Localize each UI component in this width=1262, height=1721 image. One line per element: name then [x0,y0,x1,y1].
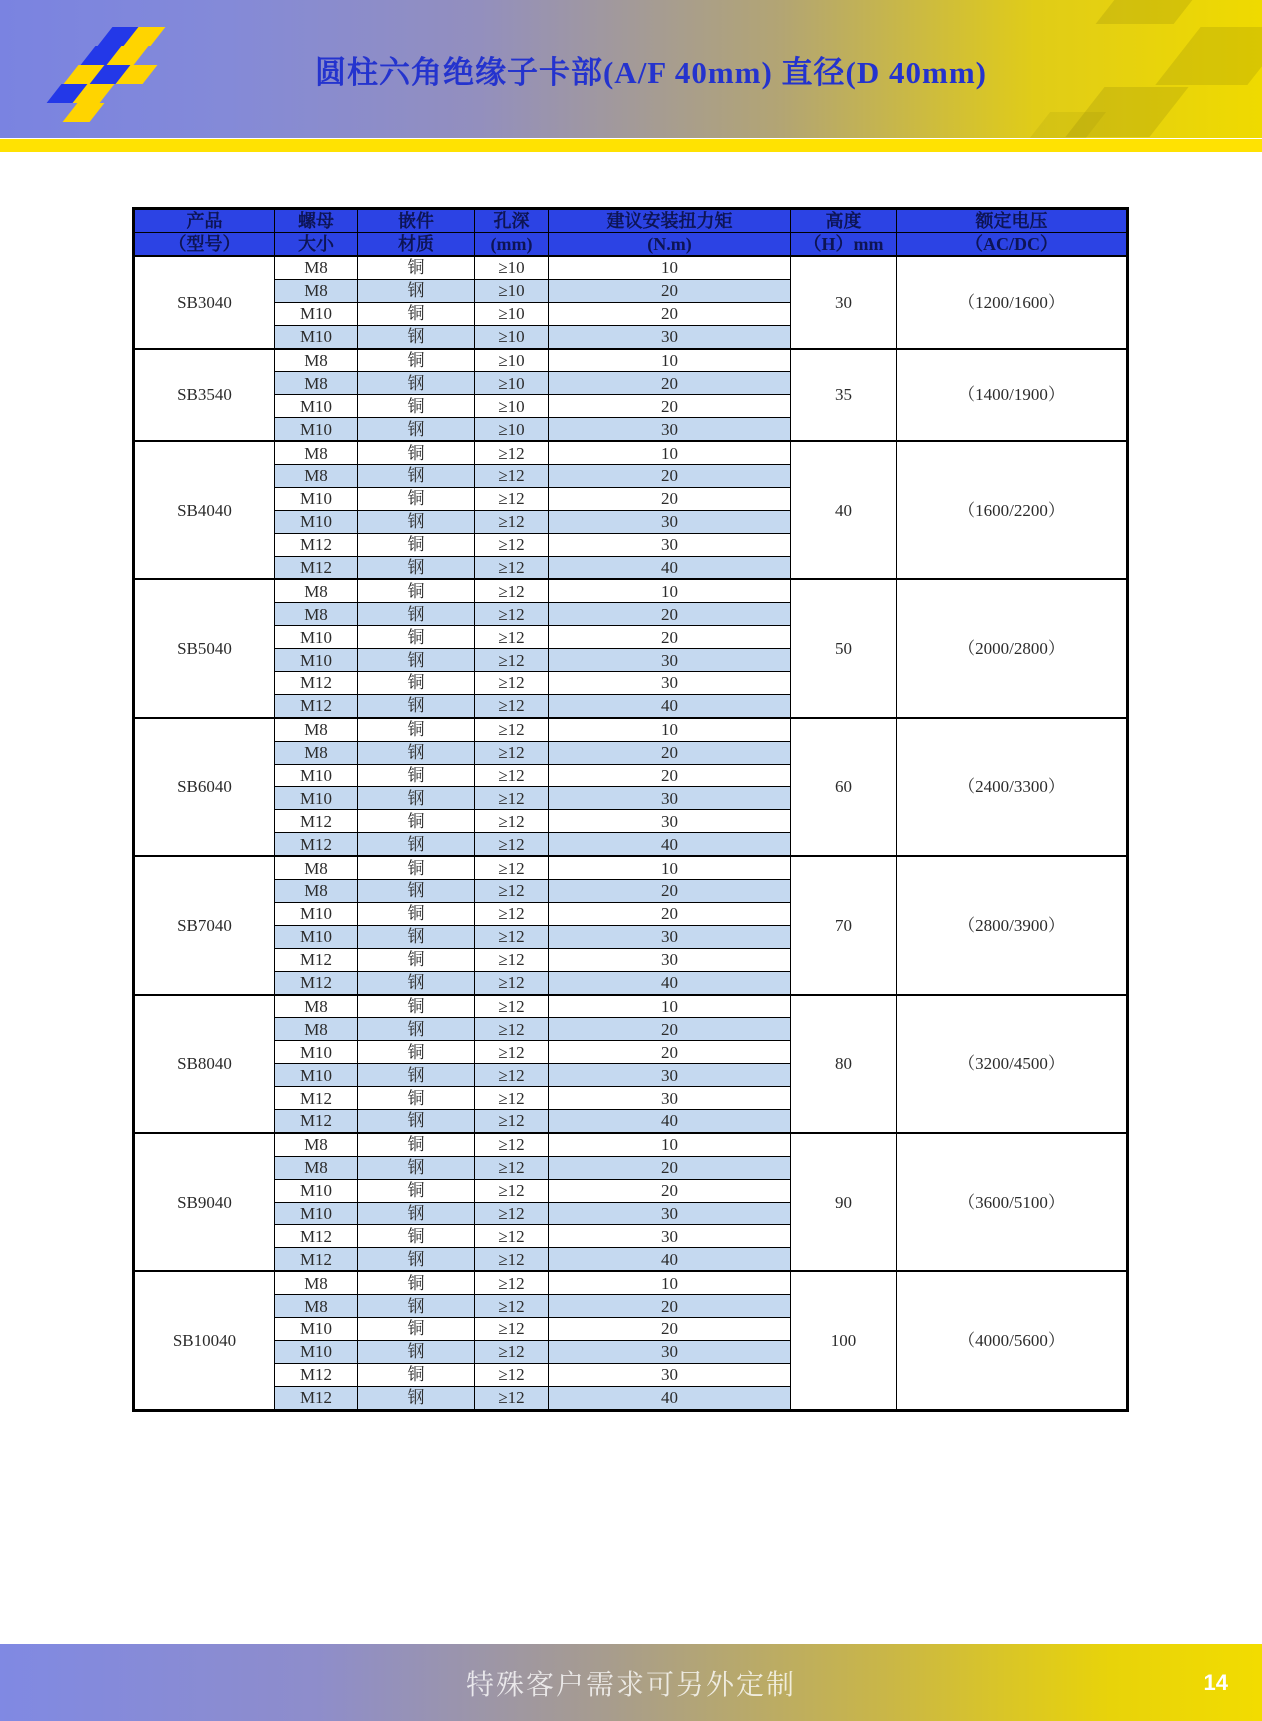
nut-size-cell: M10 [275,487,358,510]
nut-size-cell: M8 [275,741,358,764]
nut-size-cell: M12 [275,810,358,833]
header-yellow-strip [0,139,1262,152]
hole-depth-cell: ≥12 [475,1271,549,1294]
spec-table [132,207,1129,1412]
voltage-cell: （1400/1900） [897,349,1128,442]
hole-depth-cell: ≥12 [475,1041,549,1064]
torque-cell: 30 [549,418,791,441]
insert-material-cell: 铜 [358,1271,475,1294]
insert-material-cell: 钢 [358,1340,475,1363]
table-row [134,579,1128,602]
height-cell: 90 [791,1133,897,1271]
torque-cell: 10 [549,856,791,879]
nut-size-cell: M8 [275,995,358,1018]
height-cell: 60 [791,718,897,856]
hole-depth-cell: ≥12 [475,833,549,856]
nut-size-cell: M8 [275,441,358,464]
insert-material-cell: 钢 [358,925,475,948]
nut-size-cell: M8 [275,372,358,395]
torque-cell: 30 [549,787,791,810]
hole-depth-cell: ≥12 [475,1156,549,1179]
insert-material-cell: 铜 [358,764,475,787]
hole-depth-cell: ≥12 [475,856,549,879]
nut-size-cell: M10 [275,510,358,533]
hole-depth-cell: ≥12 [475,1018,549,1041]
nut-size-cell: M8 [275,465,358,488]
torque-cell: 20 [549,465,791,488]
torque-cell: 10 [549,995,791,1018]
insert-material-cell: 钢 [358,787,475,810]
nut-size-cell: M8 [275,1156,358,1179]
hole-depth-cell: ≥12 [475,1248,549,1271]
model-cell: SB8040 [134,995,275,1133]
insert-material-cell: 钢 [358,1109,475,1132]
hole-depth-cell: ≥10 [475,418,549,441]
torque-cell: 30 [549,325,791,348]
insert-material-cell: 铜 [358,1179,475,1202]
insert-material-cell: 钢 [358,694,475,717]
col-header-nut: 螺母 [275,209,358,233]
voltage-cell: （3600/5100） [897,1133,1128,1271]
torque-cell: 30 [549,1340,791,1363]
torque-cell: 30 [549,533,791,556]
nut-size-cell: M10 [275,649,358,672]
voltage-cell: （3200/4500） [897,995,1128,1133]
page-title: 圆柱六角绝缘子卡部(A/F 40mm) 直径(D 40mm) [314,54,987,90]
hole-depth-cell: ≥10 [475,325,549,348]
hole-depth-cell: ≥12 [475,741,549,764]
page-footer [0,1644,1262,1721]
table-row [134,349,1128,372]
hole-depth-cell: ≥12 [475,1295,549,1318]
insert-material-cell: 钢 [358,1018,475,1041]
insert-material-cell: 铜 [358,1317,475,1340]
torque-cell: 20 [549,487,791,510]
height-cell: 80 [791,995,897,1133]
torque-cell: 40 [549,971,791,994]
hole-depth-cell: ≥12 [475,880,549,903]
nut-size-cell: M12 [275,1363,358,1386]
nut-size-cell: M12 [275,1225,358,1248]
voltage-cell: （2800/3900） [897,856,1128,994]
insert-material-cell: 铜 [358,256,475,279]
page-header [0,0,1262,138]
nut-size-cell: M8 [275,1295,358,1318]
torque-cell: 40 [549,556,791,579]
height-cell: 100 [791,1271,897,1410]
hole-depth-cell: ≥12 [475,487,549,510]
torque-cell: 30 [549,649,791,672]
torque-cell: 10 [549,579,791,602]
torque-cell: 20 [549,372,791,395]
hole-depth-cell: ≥12 [475,694,549,717]
torque-cell: 30 [549,1202,791,1225]
insert-material-cell: 铜 [358,349,475,372]
col-header-torque: 建议安装扭力矩 [549,209,791,233]
nut-size-cell: M8 [275,1018,358,1041]
insert-material-cell: 钢 [358,418,475,441]
spec-table-header [134,209,1128,257]
hole-depth-cell: ≥10 [475,279,549,302]
nut-size-cell: M12 [275,948,358,971]
nut-size-cell: M8 [275,349,358,372]
deco-parallelogram [1096,0,1193,24]
insert-material-cell: 钢 [358,279,475,302]
voltage-cell: （1200/1600） [897,256,1128,349]
deco-parallelogram [1155,27,1262,85]
height-cell: 70 [791,856,897,994]
hole-depth-cell: ≥12 [475,810,549,833]
insert-material-cell: 钢 [358,465,475,488]
torque-cell: 20 [549,1179,791,1202]
col-header-voltage: 额定电压 [897,209,1128,233]
insert-material-cell: 钢 [358,1156,475,1179]
torque-cell: 20 [549,302,791,325]
hole-depth-cell: ≥12 [475,1202,549,1225]
nut-size-cell: M10 [275,1202,358,1225]
hole-depth-cell: ≥12 [475,1225,549,1248]
insert-material-cell: 钢 [358,510,475,533]
insert-material-cell: 钢 [358,649,475,672]
hole-depth-cell: ≥12 [475,787,549,810]
torque-cell: 30 [549,810,791,833]
nut-size-cell: M12 [275,556,358,579]
model-cell: SB3040 [134,256,275,349]
insert-material-cell: 铜 [358,395,475,418]
insert-material-cell: 钢 [358,1386,475,1410]
torque-cell: 30 [549,672,791,695]
height-cell: 40 [791,441,897,579]
insert-material-cell: 铜 [358,995,475,1018]
col-subheader-hole: (mm) [475,233,549,257]
hole-depth-cell: ≥10 [475,372,549,395]
torque-cell: 30 [549,1064,791,1087]
hole-depth-cell: ≥12 [475,1386,549,1410]
insert-material-cell: 钢 [358,741,475,764]
torque-cell: 20 [549,1317,791,1340]
hole-depth-cell: ≥12 [475,465,549,488]
nut-size-cell: M8 [275,603,358,626]
table-row [134,1271,1128,1294]
insert-material-cell: 钢 [358,603,475,626]
hole-depth-cell: ≥10 [475,395,549,418]
hole-depth-cell: ≥12 [475,441,549,464]
voltage-cell: （2000/2800） [897,579,1128,717]
insert-material-cell: 铜 [358,487,475,510]
table-row [134,718,1128,741]
table-row [134,441,1128,464]
nut-size-cell: M8 [275,279,358,302]
insert-material-cell: 铜 [358,672,475,695]
insert-material-cell: 铜 [358,1041,475,1064]
nut-size-cell: M8 [275,579,358,602]
hole-depth-cell: ≥12 [475,718,549,741]
torque-cell: 30 [549,1225,791,1248]
model-cell: SB9040 [134,1133,275,1271]
hole-depth-cell: ≥12 [475,1179,549,1202]
torque-cell: 40 [549,694,791,717]
model-cell: SB10040 [134,1271,275,1410]
nut-size-cell: M8 [275,856,358,879]
col-subheader-torque: (N.m) [549,233,791,257]
torque-cell: 40 [549,833,791,856]
col-header-hole: 孔深 [475,209,549,233]
hole-depth-cell: ≥12 [475,948,549,971]
hole-depth-cell: ≥12 [475,1133,549,1156]
nut-size-cell: M12 [275,694,358,717]
logo-cell [63,103,105,122]
insert-material-cell: 铜 [358,441,475,464]
torque-cell: 20 [549,1018,791,1041]
col-subheader-voltage: （AC/DC） [897,233,1128,257]
nut-size-cell: M8 [275,718,358,741]
nut-size-cell: M8 [275,1271,358,1294]
height-cell: 50 [791,579,897,717]
torque-cell: 30 [549,925,791,948]
torque-cell: 10 [549,718,791,741]
torque-cell: 10 [549,1133,791,1156]
table-row [134,1133,1128,1156]
insert-material-cell: 钢 [358,880,475,903]
nut-size-cell: M10 [275,418,358,441]
torque-cell: 20 [549,741,791,764]
hole-depth-cell: ≥12 [475,579,549,602]
nut-size-cell: M10 [275,626,358,649]
hole-depth-cell: ≥12 [475,649,549,672]
torque-cell: 20 [549,902,791,925]
nut-size-cell: M10 [275,395,358,418]
torque-cell: 30 [549,1087,791,1110]
hole-depth-cell: ≥12 [475,1317,549,1340]
hole-depth-cell: ≥12 [475,603,549,626]
model-cell: SB5040 [134,579,275,717]
hole-depth-cell: ≥12 [475,971,549,994]
hole-depth-cell: ≥12 [475,672,549,695]
insert-material-cell: 钢 [358,556,475,579]
voltage-cell: （4000/5600） [897,1271,1128,1410]
height-cell: 35 [791,349,897,442]
insert-material-cell: 铜 [358,902,475,925]
nut-size-cell: M10 [275,1340,358,1363]
insert-material-cell: 钢 [358,1202,475,1225]
torque-cell: 30 [549,1363,791,1386]
insert-material-cell: 铜 [358,1087,475,1110]
nut-size-cell: M12 [275,833,358,856]
insert-material-cell: 铜 [358,948,475,971]
hole-depth-cell: ≥12 [475,1340,549,1363]
torque-cell: 20 [549,1041,791,1064]
hole-depth-cell: ≥12 [475,764,549,787]
torque-cell: 10 [549,1271,791,1294]
hole-depth-cell: ≥12 [475,1109,549,1132]
col-subheader-product: （型号） [134,233,275,257]
hole-depth-cell: ≥12 [475,902,549,925]
insert-material-cell: 钢 [358,1295,475,1318]
torque-cell: 20 [549,880,791,903]
nut-size-cell: M12 [275,1109,358,1132]
torque-cell: 20 [549,1295,791,1318]
col-header-product: 产品 [134,209,275,233]
col-subheader-height: （H）mm [791,233,897,257]
model-cell: SB4040 [134,441,275,579]
torque-cell: 10 [549,256,791,279]
nut-size-cell: M12 [275,1087,358,1110]
torque-cell: 10 [549,349,791,372]
footer-note: 特殊客户需求可另外定制 [465,1669,796,1701]
nut-size-cell: M12 [275,672,358,695]
nut-size-cell: M10 [275,764,358,787]
nut-size-cell: M10 [275,325,358,348]
insert-material-cell: 钢 [358,1248,475,1271]
torque-cell: 40 [549,1248,791,1271]
insert-material-cell: 铜 [358,810,475,833]
torque-cell: 20 [549,395,791,418]
model-cell: SB3540 [134,349,275,442]
insert-material-cell: 钢 [358,325,475,348]
hole-depth-cell: ≥12 [475,510,549,533]
nut-size-cell: M12 [275,1248,358,1271]
torque-cell: 40 [549,1386,791,1410]
hole-depth-cell: ≥12 [475,925,549,948]
col-header-insert: 嵌件 [358,209,475,233]
model-cell: SB7040 [134,856,275,994]
voltage-cell: （1600/2200） [897,441,1128,579]
nut-size-cell: M8 [275,880,358,903]
nut-size-cell: M12 [275,971,358,994]
hole-depth-cell: ≥10 [475,256,549,279]
torque-cell: 20 [549,603,791,626]
nut-size-cell: M10 [275,1041,358,1064]
hole-depth-cell: ≥12 [475,556,549,579]
table-row [134,995,1128,1018]
torque-cell: 40 [549,1109,791,1132]
hole-depth-cell: ≥12 [475,626,549,649]
torque-cell: 20 [549,279,791,302]
col-subheader-insert: 材质 [358,233,475,257]
hole-depth-cell: ≥12 [475,995,549,1018]
nut-size-cell: M10 [275,1064,358,1087]
page-number: 14 [1203,1669,1228,1695]
col-subheader-nut: 大小 [275,233,358,257]
insert-material-cell: 钢 [358,372,475,395]
nut-size-cell: M10 [275,925,358,948]
hole-depth-cell: ≥12 [475,533,549,556]
nut-size-cell: M10 [275,902,358,925]
company-logo [0,0,200,138]
hole-depth-cell: ≥12 [475,1087,549,1110]
torque-cell: 20 [549,1156,791,1179]
insert-material-cell: 铜 [358,533,475,556]
nut-size-cell: M12 [275,533,358,556]
nut-size-cell: M8 [275,256,358,279]
nut-size-cell: M10 [275,787,358,810]
insert-material-cell: 钢 [358,1064,475,1087]
insert-material-cell: 铜 [358,1225,475,1248]
insert-material-cell: 铜 [358,1133,475,1156]
torque-cell: 30 [549,948,791,971]
spec-table-body [134,256,1128,1410]
voltage-cell: （2400/3300） [897,718,1128,856]
torque-cell: 20 [549,626,791,649]
insert-material-cell: 钢 [358,833,475,856]
model-cell: SB6040 [134,718,275,856]
table-row [134,856,1128,879]
hole-depth-cell: ≥12 [475,1363,549,1386]
spec-table-wrap [132,207,1129,1412]
hole-depth-cell: ≥10 [475,302,549,325]
insert-material-cell: 铜 [358,856,475,879]
torque-cell: 30 [549,510,791,533]
torque-cell: 10 [549,441,791,464]
nut-size-cell: M8 [275,1133,358,1156]
nut-size-cell: M12 [275,1386,358,1410]
nut-size-cell: M10 [275,302,358,325]
insert-material-cell: 钢 [358,971,475,994]
nut-size-cell: M10 [275,1317,358,1340]
nut-size-cell: M10 [275,1179,358,1202]
insert-material-cell: 铜 [358,626,475,649]
hole-depth-cell: ≥10 [475,349,549,372]
insert-material-cell: 铜 [358,302,475,325]
hole-depth-cell: ≥12 [475,1064,549,1087]
table-row [134,256,1128,279]
col-header-height: 高度 [791,209,897,233]
height-cell: 30 [791,256,897,349]
insert-material-cell: 铜 [358,718,475,741]
insert-material-cell: 铜 [358,1363,475,1386]
insert-material-cell: 铜 [358,579,475,602]
torque-cell: 20 [549,764,791,787]
